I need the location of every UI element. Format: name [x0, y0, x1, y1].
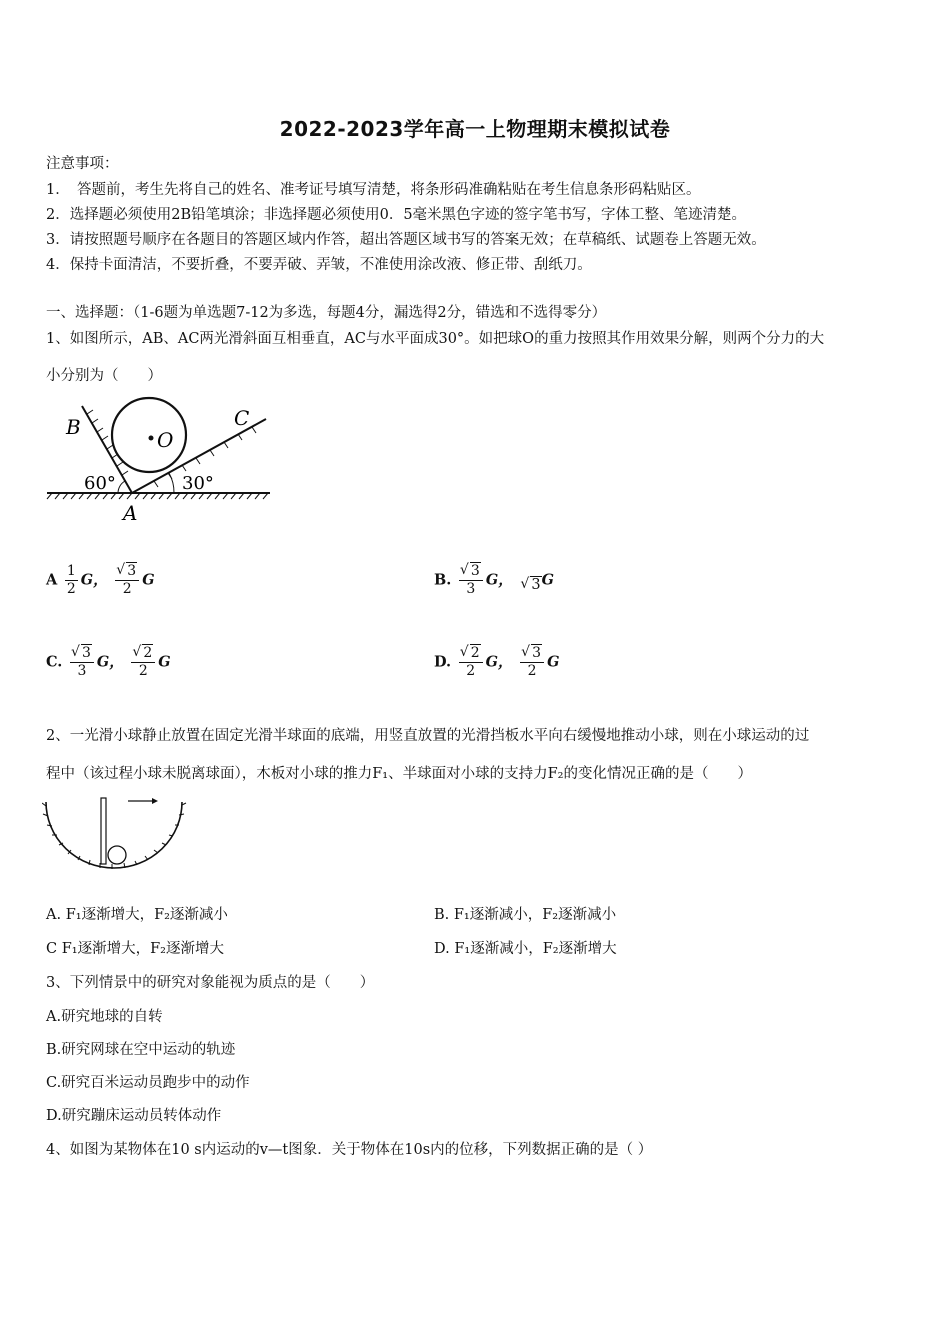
- option-label: B.: [434, 571, 452, 589]
- fraction: √ $\frac{3}{3}$: [70, 645, 94, 680]
- fraction: √ $\frac{2}{2}$: [131, 645, 155, 680]
- q1-option-a[interactable]: A $\frac{1}{2}$ G， √ $\frac{3}{2}$ G: [46, 563, 155, 598]
- section-heading: 一、选择题：（1-6题为单选题7-12为多选，每题4分，漏选得2分，错选和不选得零分）: [46, 305, 607, 321]
- q1-option-d[interactable]: D. √ $\frac{2}{2}$ G， √ $\frac{3}{2}$ G: [434, 645, 559, 680]
- fraction: √ $\frac{3}{2}$: [115, 563, 139, 598]
- sqrt: √ 3: [521, 577, 541, 593]
- label-O: O: [157, 428, 174, 452]
- q2-option-d[interactable]: D. F₁逐渐减小，F₂逐渐增大: [434, 941, 617, 957]
- q2-option-a[interactable]: A. F₁逐渐增大，F₂逐渐减小: [46, 907, 228, 923]
- fraction: √ $\frac{3}{2}$: [520, 645, 544, 680]
- q2-hemisphere-figure: [42, 792, 187, 872]
- note-item-3: 3．请按照题号顺序在各题目的答题区域内作答，超出答题区域书写的答案无效；在草稿纸、试题卷上答题无效。: [46, 232, 766, 248]
- label-A: A: [123, 501, 138, 525]
- fraction: $\frac{1}{2}$: [66, 563, 76, 597]
- q3-stem: 3、下列情景中的研究对象能视为质点的是（ ）: [46, 975, 375, 991]
- fraction: √ $\frac{3}{3}$: [459, 563, 483, 598]
- q1-stem-line1: 1、如图所示，AB、AC两光滑斜面互相垂直，AC与水平面成30°。如把球O的重力按照其作用效果分解，则两个分力的大: [46, 331, 825, 347]
- label-C: C: [234, 406, 250, 430]
- option-label: D.: [434, 653, 452, 671]
- note-item-4: 4．保持卡面清洁，不要折叠，不要弄破、弄皱，不准使用涂改液、修正带、刮纸刀。: [46, 257, 592, 273]
- q1-option-b[interactable]: B. √ $\frac{3}{3}$ G， √ 3G: [434, 563, 554, 598]
- note-item-1: 1． 答题前，考生先将自己的姓名、准考证号填写清楚，将条形码准确粘贴在考生信息条形码粘贴区。: [46, 182, 701, 198]
- q4-stem: 4、如图为某物体在10 s内运动的v—t图象．关于物体在10s内的位移，下列数据正确的是（ ）: [46, 1142, 653, 1158]
- q3-option-c[interactable]: C.研究百米运动员跑步中的动作: [46, 1075, 250, 1091]
- angle-30-label: 30°: [182, 473, 214, 494]
- q3-option-b[interactable]: B.研究网球在空中运动的轨迹: [46, 1042, 236, 1058]
- note-item-2: 2．选择题必须使用2B铅笔填涂；非选择题必须使用0．5毫米黑色字迹的签字笔书写，字体工整、笔迹清楚。: [46, 207, 747, 223]
- q2-stem-line2: 程中（该过程小球未脱离球面），木板对小球的推力F₁、半球面对小球的支持力F₂的变化情况正确的是（ ）: [46, 766, 752, 782]
- angle-60-label: 60°: [84, 473, 116, 494]
- q1-option-c[interactable]: C. √ $\frac{3}{3}$ G， √ $\frac{2}{2}$ G: [46, 645, 171, 680]
- q3-option-a[interactable]: A.研究地球的自转: [46, 1009, 163, 1025]
- notes-heading: 注意事项：: [46, 156, 119, 172]
- q1-incline-figure: [44, 392, 274, 527]
- q2-option-b[interactable]: B. F₁逐渐减小，F₂逐渐减小: [434, 907, 617, 923]
- fraction: √ $\frac{2}{2}$: [459, 645, 483, 680]
- option-label: A: [46, 571, 58, 589]
- option-label: C.: [46, 653, 63, 671]
- q2-option-c[interactable]: C F₁逐渐增大，F₂逐渐增大: [46, 941, 224, 957]
- page-title: 2022-2023学年高一上物理期末模拟试卷: [279, 117, 671, 141]
- q3-option-d[interactable]: D.研究蹦床运动员转体动作: [46, 1108, 222, 1124]
- q2-stem-line1: 2、一光滑小球静止放置在固定光滑半球面的底端，用竖直放置的光滑挡板水平向右缓慢地推动小球，则在小球运动的过: [46, 728, 810, 744]
- q1-stem-line2: 小分别为（ ）: [46, 368, 162, 384]
- label-B: B: [66, 415, 81, 439]
